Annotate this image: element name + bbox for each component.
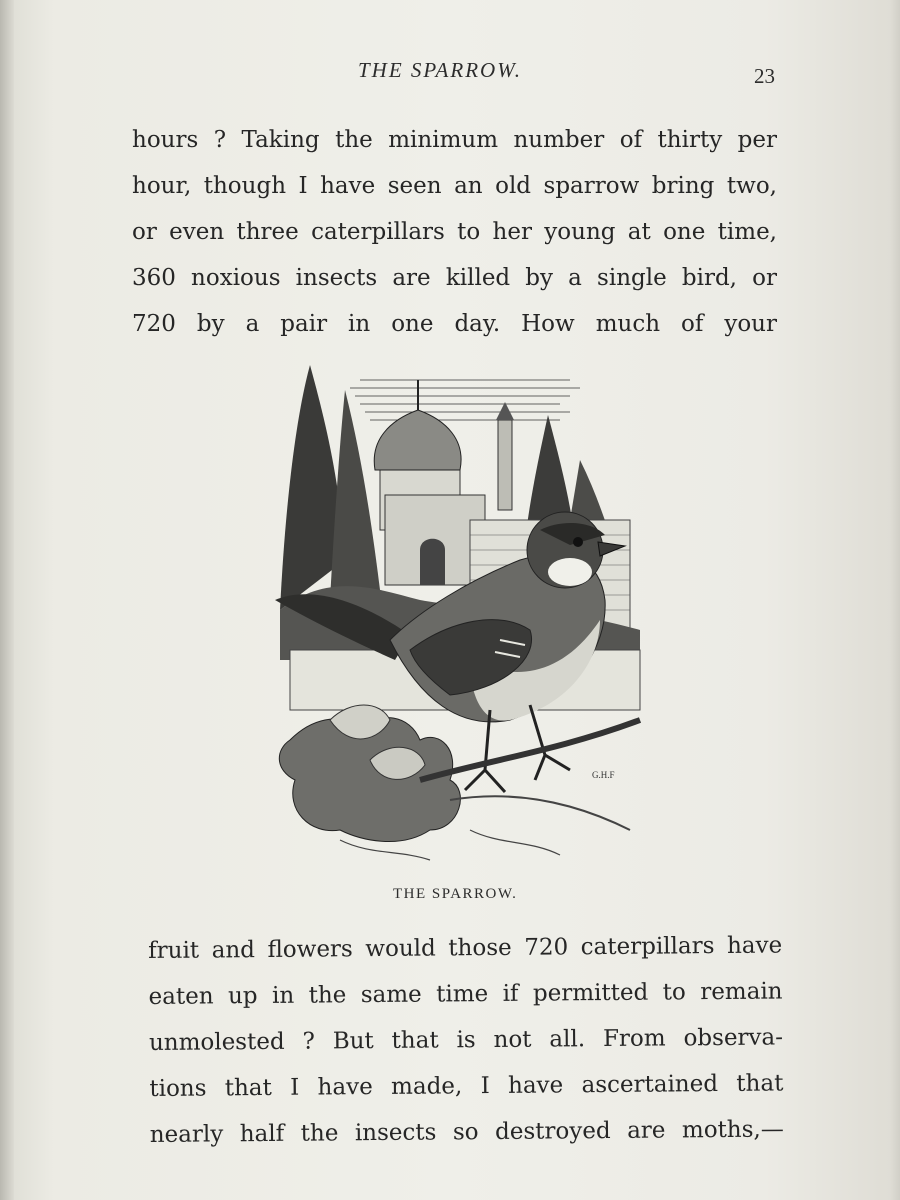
text-line: eaten up in the same time if permitted to remain [148, 978, 783, 1010]
text-line: hours ? Taking the minimum number of thirty per [132, 127, 777, 153]
text-line: or even three caterpillars to her young at one time, [132, 219, 777, 245]
engraver-signature: G.H.F [592, 770, 615, 780]
running-head-title: THE SPARROW. [358, 58, 523, 82]
text-line: 720 by a pair in one day. How much of your [132, 311, 777, 337]
text-line: unmolested ? But that is not all. From observa- [148, 1024, 784, 1056]
text-block-bottom [148, 922, 784, 1158]
text-line: hour, though I have seen an old sparrow bring two, [132, 173, 777, 199]
page-edge-shadow [890, 0, 900, 1200]
text-line: 360 noxious insects are killed by a single bird, or [132, 265, 777, 291]
page-number: 23 [754, 64, 775, 88]
figure-caption: THE SPARROW. [393, 886, 518, 902]
text-line: nearly half the insects so destroyed are moths,— [149, 1116, 784, 1148]
sparrow-illustration [270, 360, 650, 870]
text-block-top [132, 117, 777, 347]
page-gutter [0, 0, 14, 1200]
text-line: tions that I have made, I have ascertained that [149, 1070, 784, 1102]
text-line: fruit and flowers would those 720 caterpillars have [148, 932, 783, 964]
